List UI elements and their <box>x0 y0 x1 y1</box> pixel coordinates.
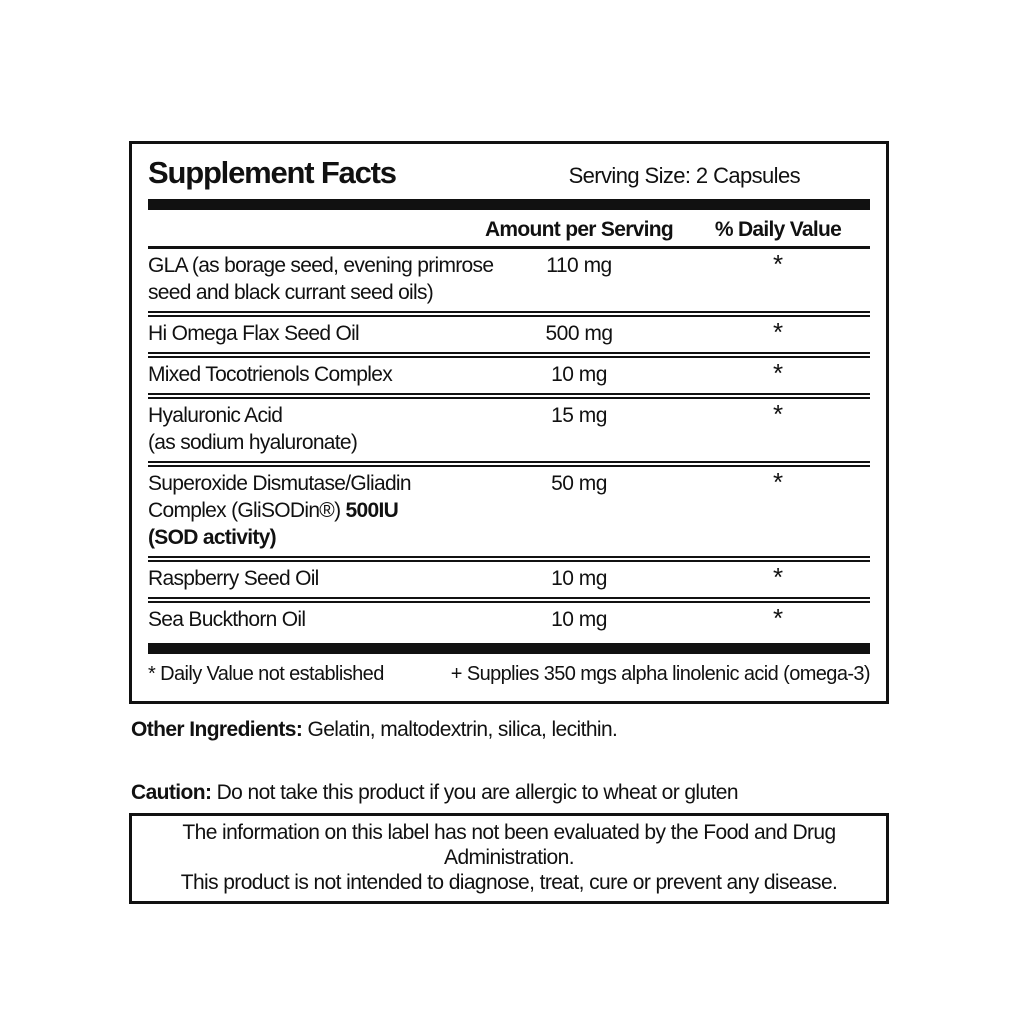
ingredient-daily-value: * <box>772 317 784 347</box>
fda-disclaimer-line2: This product is not intended to diagnose, treat, cure or prevent any disease. <box>180 871 838 894</box>
column-header-amount: Amount per Serving <box>484 218 674 241</box>
ingredient-amount: 110 mg <box>546 254 612 277</box>
ingredient-daily-value: * <box>772 467 784 497</box>
ingredient-amount: 10 mg <box>551 567 607 590</box>
serving-size: Serving Size: 2 Capsules <box>568 163 800 188</box>
supplement-facts-panel <box>129 141 889 704</box>
ingredient-amount: 10 mg <box>551 363 607 386</box>
other-ingredients <box>131 718 617 742</box>
footnote-daily-value: * Daily Value not established <box>148 663 384 685</box>
facts-title: Supplement Facts <box>148 155 396 190</box>
caution-text: Do not take this product if you are allergic to wheat or gluten <box>216 781 738 804</box>
ingredient-row-flax-seed-oil <box>148 317 870 352</box>
ingredient-daily-value: * <box>772 399 784 429</box>
ingredient-amount: 500 mg <box>545 322 613 345</box>
ingredient-daily-value: * <box>772 603 784 633</box>
other-ingredients-label: Other Ingredients: <box>131 718 303 741</box>
ingredient-row-hyaluronic-acid <box>148 399 870 461</box>
ingredient-row-sea-buckthorn-oil <box>148 603 870 638</box>
facts-header <box>148 155 870 191</box>
ingredient-row-gla <box>148 249 870 311</box>
fda-disclaimer-line1: The information on this label has not been evaluated by the Food and Drug Administration. <box>182 821 836 869</box>
ingredient-daily-value: * <box>772 249 784 279</box>
other-ingredients-text: Gelatin, maltodextrin, silica, lecithin. <box>307 718 618 741</box>
thick-divider-top <box>148 199 870 210</box>
thick-divider-bottom <box>148 643 870 654</box>
ingredient-name: Raspberry Seed Oil <box>148 567 319 590</box>
ingredient-name: Mixed Tocotrienols Complex <box>148 363 393 386</box>
ingredient-amount: 15 mg <box>551 404 607 427</box>
ingredient-name: Hyaluronic Acid (as sodium hyaluronate) <box>148 404 358 454</box>
ingredient-name: Hi Omega Flax Seed Oil <box>148 322 360 345</box>
ingredient-row-tocotrienols <box>148 358 870 393</box>
column-headers <box>148 218 870 242</box>
footnote-omega3: + Supplies 350 mgs alpha linolenic acid (omega-3) <box>450 663 870 685</box>
ingredient-name: Superoxide Dismutase/Gliadin Complex (GliSODin®) 500IU (SOD activity) <box>148 472 411 549</box>
caution <box>131 781 738 805</box>
ingredient-name: Sea Buckthorn Oil <box>148 608 306 631</box>
fda-disclaimer-box <box>129 813 889 904</box>
caution-label: Caution: <box>131 781 212 804</box>
ingredient-amount: 10 mg <box>551 608 607 631</box>
ingredient-daily-value: * <box>772 562 784 592</box>
ingredient-daily-value: * <box>772 358 784 388</box>
ingredient-amount: 50 mg <box>551 472 607 495</box>
ingredient-row-raspberry-seed-oil <box>148 562 870 597</box>
column-header-daily-value: % Daily Value <box>714 218 842 241</box>
ingredient-name: GLA (as borage seed, evening primrose seed and black currant seed oils) <box>148 254 494 304</box>
ingredient-row-superoxide-dismutase <box>148 467 870 556</box>
footnotes <box>148 663 870 686</box>
